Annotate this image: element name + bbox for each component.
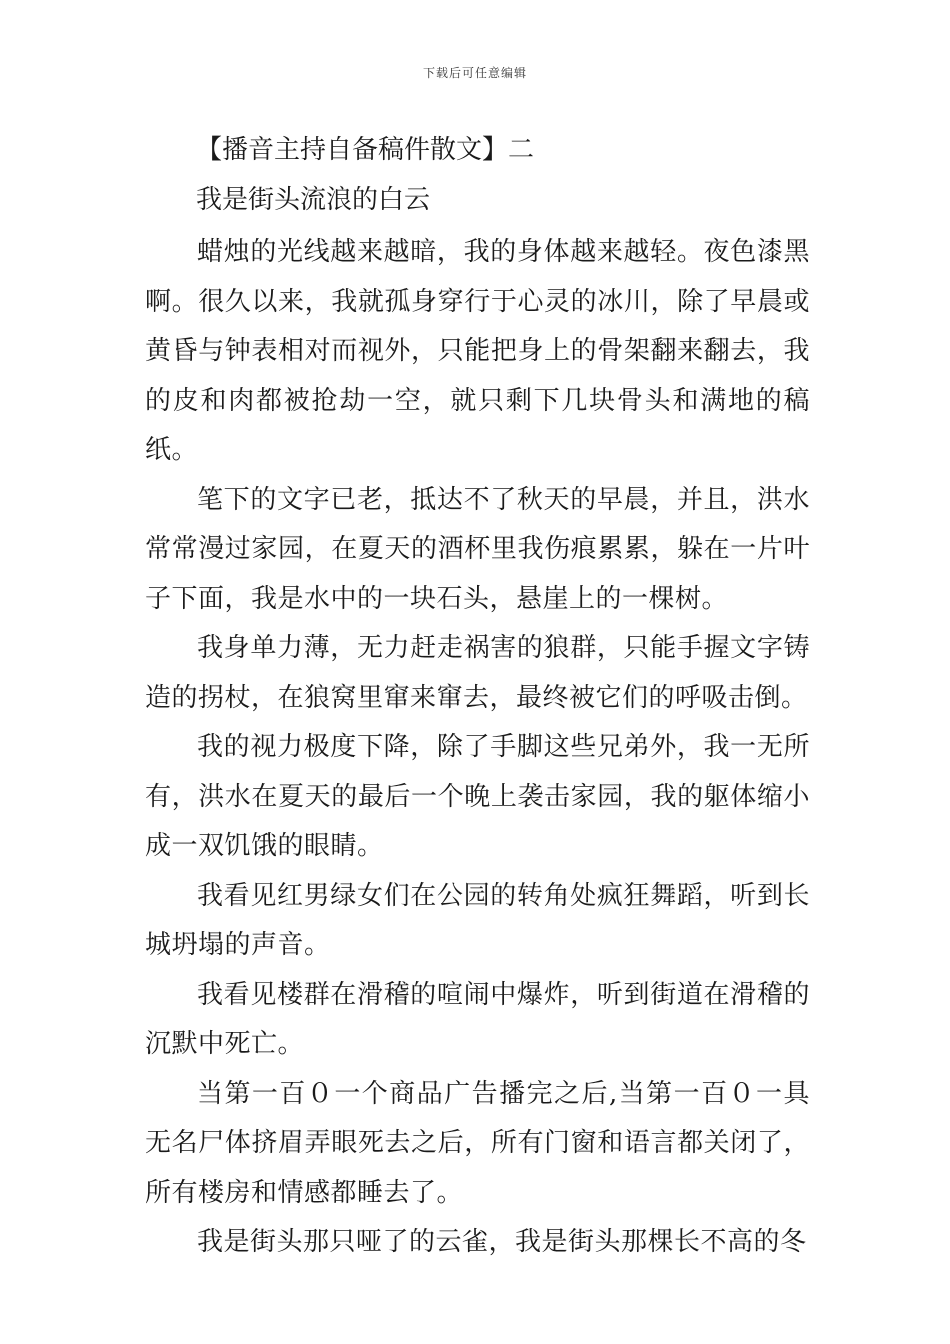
paragraph: 我看见楼群在滑稽的喧闹中爆炸，听到街道在滑稽的沉默中死亡。 [145,979,810,1059]
paragraph: 蜡烛的光线越来越暗，我的身体越来越轻。夜色漆黑啊。很久以来，我就孤身穿行于心灵的冰川，除了早晨或黄昏与钟表相对而视外，只能把身上的骨架翻来翻去，我的皮和肉都被抢劫一空，就只剩下几块骨头和满地的稿纸。 [145,237,810,465]
paragraph: 当第一百０一个商品广告播完之后,当第一百０一具无名尸体挤眉弄眼死去之后，所有门窗和语言都关闭了，所有楼房和情感都睡去了。 [145,1078,810,1208]
paragraph: 我是街头那只哑了的云雀，我是街头那棵长不高的冬 [197,1227,807,1257]
document-body [145,228,810,1268]
paragraph: 我身单力薄，无力赶走祸害的狼群，只能手握文字铸造的拐杖，在狼窝里窜来窜去，最终被它们的呼吸击倒。 [145,633,810,713]
page-header-note: 下载后可任意编辑 [422,66,527,80]
paragraph: 我的视力极度下降，除了手脚这些兄弟外，我一无所有，洪水在夏天的最后一个晚上袭击家园，我的躯体缩小成一双饥饿的眼睛。 [145,732,810,861]
paragraph: 笔下的文字已老，抵达不了秋天的早晨，并且，洪水常常漫过家园，在夏天的酒杯里我伤痕累累，躲在一片叶子下面，我是水中的一块石头，悬崖上的一棵树。 [145,484,810,614]
paragraph: 我看见红男绿女们在公园的转角处疯狂舞蹈，听到长城坍塌的声音。 [145,880,810,960]
document-subtitle: 我是街头流浪的白云 [196,185,431,215]
document-title: 【播音主持自备稿件散文】二 [196,135,535,165]
